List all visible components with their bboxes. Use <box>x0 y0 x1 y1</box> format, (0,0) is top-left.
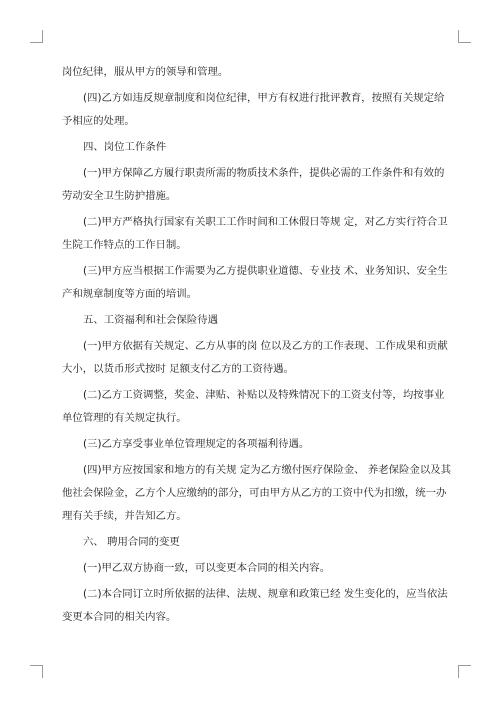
crop-mark-top-left <box>30 30 43 43</box>
text-line: (三)乙方享受事业单位管理规定的各项福利待遇。 <box>83 438 310 450</box>
crop-mark-bottom-left <box>30 665 43 678</box>
document-body <box>62 62 451 633</box>
crop-mark-top-right <box>458 30 471 43</box>
text-line: (二)甲方严格执行国家有关职工工作时间和工休假日等规 定，对乙方实行符合卫 <box>83 216 448 228</box>
text-line: 产和规章制度等方面的培训。 <box>62 288 198 300</box>
text-line: 岗位纪律，服从甲方的领导和管理。 <box>62 66 229 78</box>
text-line: 大小，以货币形式按时 足额支付乙方的工资待遇。 <box>62 363 294 375</box>
section-heading: 六、 聘用合同的变更 <box>83 536 180 548</box>
text-line: 变更本合同的相关内容。 <box>62 611 177 623</box>
section-heading: 四、岗位工作条件 <box>83 141 167 153</box>
text-line: 劳动安全卫生防护措施。 <box>62 190 177 202</box>
section-heading: 五、工资福利和社会保险待遇 <box>83 314 219 326</box>
text-line: (二)本合同订立时所依据的法律、法规、规章和政策已经 发生变化的，应当依法 <box>83 588 448 600</box>
text-line: 他社会保险金，乙方个人应缴纳的部分，可由甲方从乙方的工资中代为扣缴，统一办 <box>62 487 447 499</box>
crop-mark-bottom-right <box>458 665 471 678</box>
text-line: 予相应的处理。 <box>62 115 135 127</box>
text-line: (一)甲方依据有关规定、乙方从事的岗 位以及乙方的工作表现、工作成果和贡献 <box>83 340 448 352</box>
text-line: (四)甲方应按国家和地方的有关规 定为乙方缴付医疗保险金、 养老保险金以及其 <box>83 464 451 476</box>
text-line: 单位管理的有关规定执行。 <box>62 412 187 424</box>
text-line: (一)甲乙双方协商一致，可以变更本合同的相关内容。 <box>83 562 331 574</box>
text-line: (三)甲方应当根据工作需要为乙方提供职业道德、专业技 术、业务知识、安全生 <box>83 265 448 277</box>
text-line: (二)乙方工资调整，奖金、津贴、补贴以及特殊情况下的工资支付等，均按事业 <box>83 389 445 401</box>
text-line: 生院工作特点的工作日制。 <box>62 239 187 251</box>
text-line: (四)乙方如违反规章制度和岗位纪律，甲方有权进行批评教育，按照有关规定给 <box>83 92 445 104</box>
text-line: 理有关手续，并告知乙方。 <box>62 510 187 522</box>
text-line: (一)甲方保障乙方履行职责所需的物质技术条件，提供必需的工作条件和有效的 <box>83 167 445 179</box>
